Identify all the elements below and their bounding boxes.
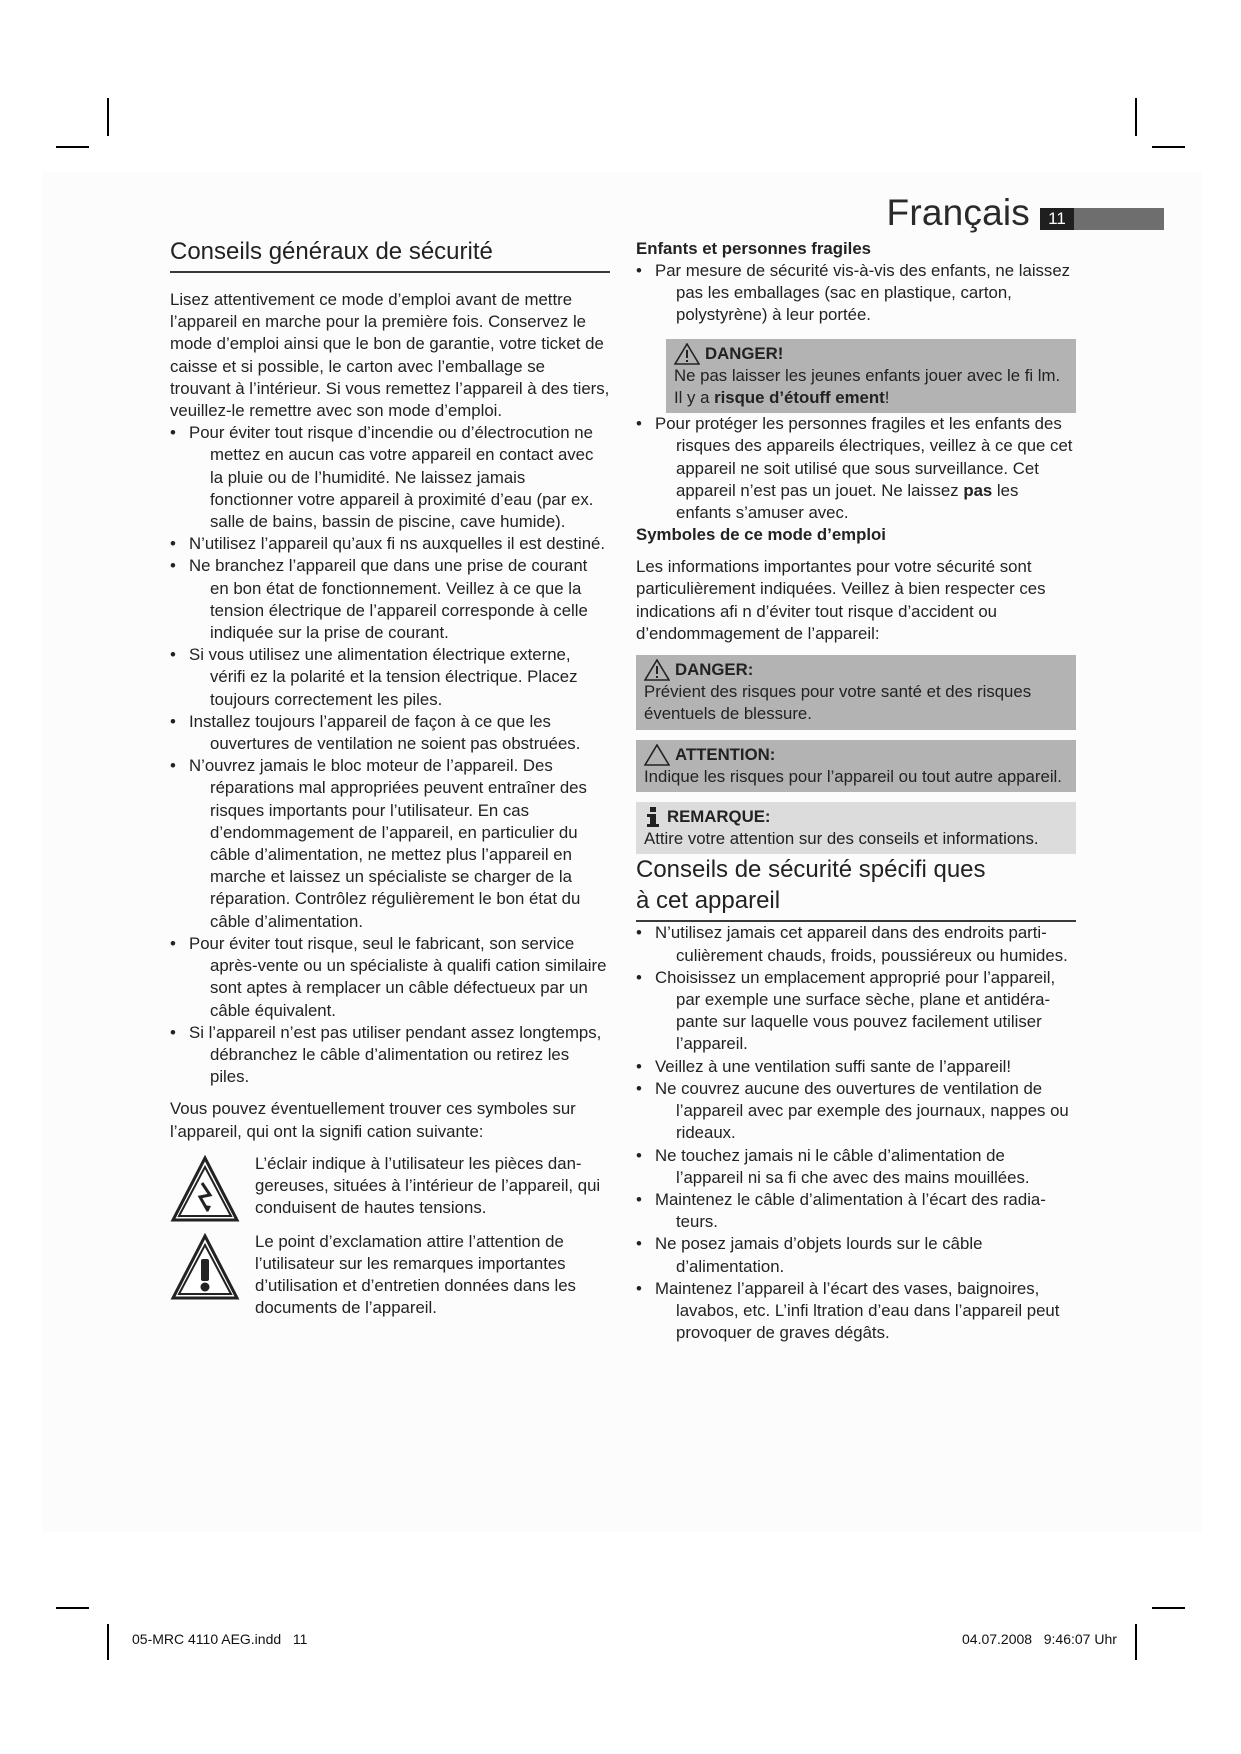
general-safety-list [170,422,610,1088]
crop-mark [107,1624,109,1660]
info-icon [644,806,662,828]
list-item: • Installez toujours l’appareil de façon à ce que les ouvertures de ventilation ne soient pas obstruées. [170,711,610,755]
title-line-2: à cet appareil [636,887,781,915]
list-item: • Pour éviter tout risque, seul le fabricant, son service après-vente ou un spécialiste à qualifi cation similaire sont aptes à remplacer un câble défectueux par un câble équivalent. [170,933,610,1022]
list-item: • Maintenez le câble d’alimentation à l’écart des radiateurs. [636,1189,1076,1233]
list-item: • Si vous utilisez une alimentation électrique externe, vérifi ez la polarité et la tension électrique. Placez toujours correctement les piles. [170,644,610,711]
attention-title-text: ATTENTION: [675,744,776,764]
list-item: • Choisissez un emplacement approprié pour l’appareil, par exemple une surface sèche, plane et antidérapante sur laquelle vous pouvez facilement utiliser l’appareil. [636,967,1076,1056]
attention-text: Indique les risques pour l’appareil ou tout autre appareil. [644,766,1062,786]
list-item [636,413,1076,524]
children-heading: Enfants et personnes fragiles [636,239,872,258]
danger-box-title [644,659,1068,681]
danger-title-text: DANGER! [705,343,784,363]
symbol-lightning-text: L’éclair indique à l’utilisateur les pièces dangereuses, situées à l’intérieur de l’appareil, qui conduisent de hautes tensions. [255,1153,601,1218]
list-item: • N’utilisez jamais cet appareil dans des endroits particulièrement chauds, froids, poussiéreux ou humides. [636,922,1076,966]
specific-safety-list [636,922,1076,1344]
remark-text: Attire votre attention sur des conseils et informations. [644,829,1039,849]
crop-mark [56,146,89,148]
right-column [636,238,1076,1344]
crop-mark [1152,1607,1185,1609]
bullet-bold: pas [963,480,993,500]
children-list-1 [636,260,1076,327]
language-heading: Français [886,192,1030,233]
footer-filename: 05-MRC 4110 AEG.indd 11 [132,1631,308,1647]
list-item: • Ne couvrez aucune des ouvertures de ventilation de l’appareil avec par exemple des journaux, nappes ou rideaux. [636,1078,1076,1145]
left-column [170,236,610,1320]
list-item: • Ne posez jamais d’objets lourds sur le câble d’alimentation. [636,1233,1076,1277]
crop-mark [1135,98,1137,136]
bullet-text: Pour protéger les personnes fragiles et les enfants des risques des appareils électriques, veillez à ce que cet appareil ne soit utilisé que sous surveillance. Cet appareil n’est pas un jouet. Ne laissez [655,414,1073,500]
title-line-1: Conseils de sécurité spécifi ques [636,856,986,884]
attention-triangle-icon [644,744,670,766]
children-list-2 [636,413,1076,524]
list-item: • N’utilisez l’appareil qu’aux fi ns auxquelles il est destiné. [170,533,610,555]
remark-box [636,802,1076,854]
warning-triangle-icon [674,343,700,365]
attention-box [636,740,1076,792]
warning-triangle-icon [644,659,670,681]
list-item: • Ne touchez jamais ni le câble d’alimentation de l’appareil ni sa fi che avec des mains mouillées. [636,1145,1076,1189]
crop-mark [1152,146,1185,148]
symbol-row-lightning [170,1153,610,1225]
symbol-row-exclamation [170,1231,610,1320]
remark-title-text: REMARQUE: [667,807,771,827]
section-title-general-safety: Conseils généraux de sécurité [170,236,610,273]
symbol-exclamation-text: Le point d’exclamation attire l’attention de l’utilisateur sur les remarques importantes d’utilisation et d’entretien données dans les documents de l’appareil. [255,1231,576,1318]
intro-paragraph: Lisez attentivement ce mode d’emploi avant de mettre l’appareil en marche pour la première fois. Conservez le mode d’emploi ainsi que le bon de garantie, votre ticket de caisse et si possible, le carton avec l’emballage se trouvant à l’intérieur. Si vous remettez l’appareil à des tiers, veuillez-le remettre avec son mode d’emploi. [170,290,610,421]
danger-line-2-pre: Il y a [674,388,715,408]
danger-line-2-post: ! [884,388,890,408]
danger-line-2-bold: risque d’étouff ement [714,388,885,408]
danger-line-1: Ne pas laisser les jeunes enfants jouer avec le fi lm. [674,365,1061,385]
crop-mark [1135,1624,1137,1660]
list-item: • Pour éviter tout risque d’incendie ou d’électrocution ne mettez en aucun cas votre appareil en contact avec la pluie ou de l’humidité. Ne laissez jamais fonctionner votre appareil à proximité d’eau (par ex. salle de bains, bassin de piscine, cave humide). [170,422,610,533]
danger-box-title [674,343,1068,365]
lightning-warning-icon [170,1155,240,1225]
list-item: • Ne branchez l’appareil que dans une prise de courant en bon état de fonctionnement. Veillez à ce que la tension électrique de l’appareil corresponde à celle indiquée sur la prise de courant. [170,555,610,644]
crop-mark [107,98,109,136]
list-item: • Par mesure de sécurité vis-à-vis des enfants, ne laissez pas les emballages (sac en plastique, carton, polystyrène) à leur portée. [636,260,1076,327]
list-item: • Maintenez l’appareil à l’écart des vases, baignoires, lavabos, etc. L’infi ltration d’eau dans l’appareil peut provoquer de graves dégâts. [636,1278,1076,1345]
symbols-heading: Symboles de ce mode d’emploi [636,525,886,545]
bullet-text: les enfants s’amuser avec. [676,480,1019,523]
page-number: 11 [1040,208,1074,230]
danger-title-text: DANGER: [675,660,754,680]
list-item: • Si l’appareil n’est pas utiliser pendant assez longtemps, débranchez le câble d’alimentation ou retirez les piles. [170,1022,610,1089]
danger-box [636,655,1076,730]
crop-mark [56,1607,89,1609]
danger-line-2 [674,387,1068,409]
attention-box-title [644,744,1068,766]
footer-timestamp: 04.07.2008 9:46:07 Uhr [962,1631,1117,1647]
list-item: • N’ouvrez jamais le bloc moteur de l’appareil. Des réparations mal appropriées peuvent entraîner des risques importants pour l’utilisateur. En cas d’endommagement de l’appareil, en particulier du câble d’alimentation, ne mettez plus l’appareil en marche et laissez un spécialiste se charger de la réparation. Contrôlez régulièrement le bon état du câble d’alimentation. [170,755,610,933]
danger-text: Prévient des risques pour votre santé et des risques éventuels de blessure. [644,682,1032,724]
header-bar [1074,208,1164,230]
symbols-intro: Vous pouvez éventuellement trouver ces symboles sur l’appareil, qui ont la signifi cation suivante: [170,1099,576,1141]
danger-box-film [666,339,1076,414]
list-item: • Veillez à une ventilation suffi sante de l’appareil! [636,1056,1076,1078]
remark-box-title [644,806,1068,828]
exclamation-warning-icon [170,1233,240,1303]
symbols-text: Les informations importantes pour votre sécurité sont particulièrement indiquées. Veillez à bien respecter ces indications afi n d’éviter tout risque d’accident ou d’endommagement de l’appareil: [636,557,1046,643]
section-title-specific-safety [636,854,1076,922]
